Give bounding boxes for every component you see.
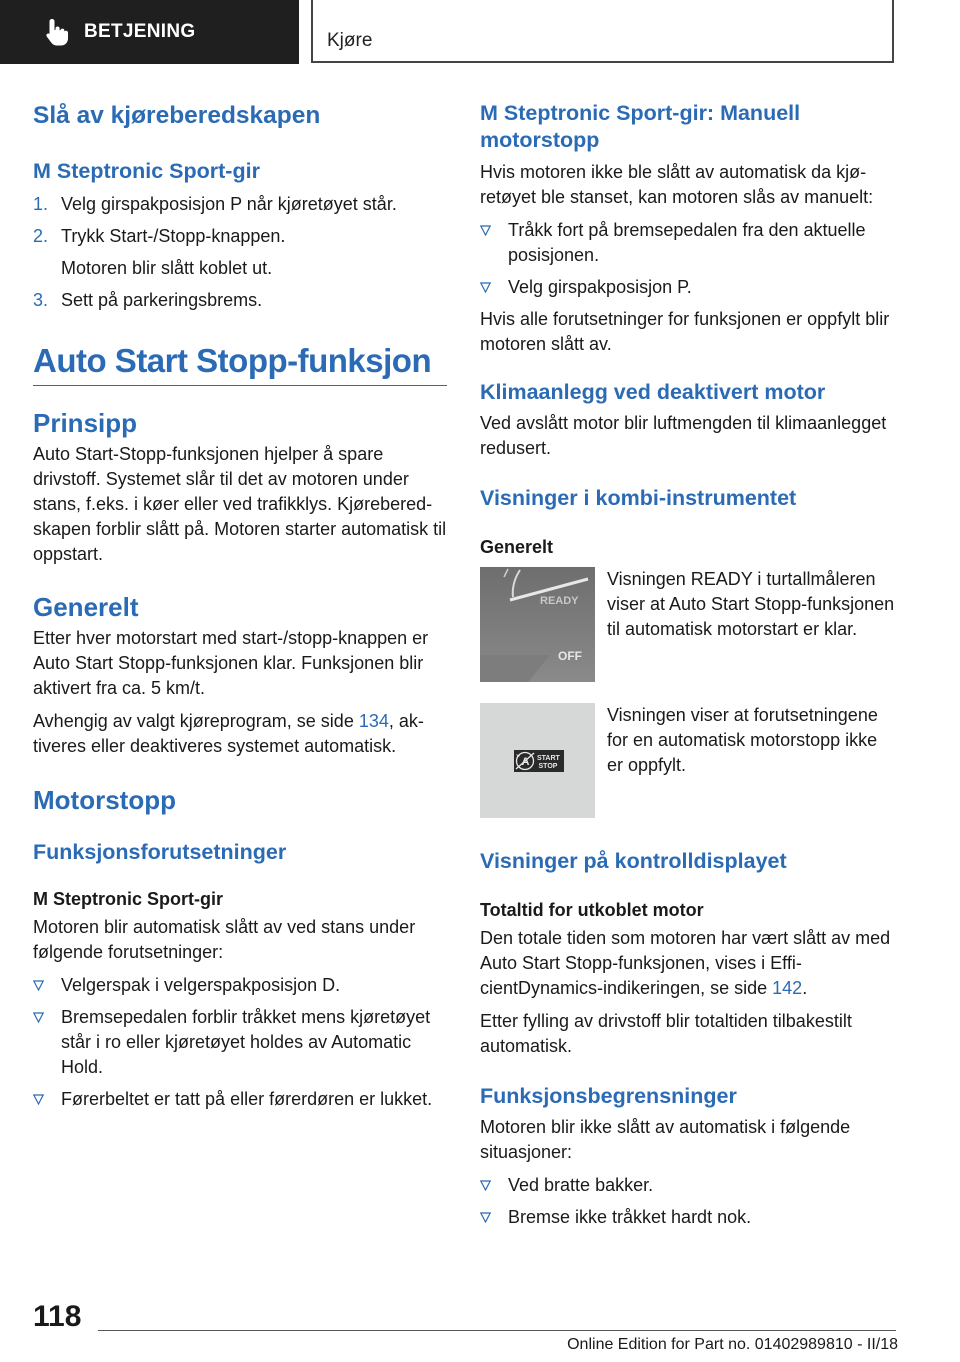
heading-slaa-av: Slå av kjøreberedskapen [33, 102, 321, 129]
list-item [33, 1005, 447, 1080]
ready-text: READY [540, 595, 579, 607]
heading-manuell-motorstopp: M Steptronic Sport-gir: Manuell motorstopp [480, 101, 801, 152]
step-text: Trykk Start-/Stopp-knappen. [61, 226, 286, 246]
triangle-bullet-icon [480, 282, 491, 293]
off-text: OFF [558, 649, 582, 663]
klima-text: Ved avslått motor blir luftmengden til klimaanlegget redusert. [480, 413, 887, 458]
start-stop-indicator-image [480, 703, 595, 818]
footer-rule [98, 1330, 896, 1331]
list-item [33, 224, 447, 281]
heading-generelt-kombi: Generelt [480, 537, 554, 557]
triangle-bullet-icon [480, 1212, 491, 1223]
title-rule [33, 385, 447, 386]
chapter-box [311, 0, 894, 63]
bullet-text: Førerbeltet er tatt på eller førerdøren er lukket. [61, 1089, 433, 1109]
forut-list [33, 973, 447, 1112]
begr-list [480, 1173, 898, 1230]
text-span: Den totale tiden som motoren har vært slått av med Auto Start Stopp-funksjonen, vises i EfficientDynamics-indikeringen, se side [480, 928, 891, 998]
pointing-hand-icon [40, 15, 74, 49]
heading-steptronic: M Steptronic Sport-gir [33, 159, 260, 183]
bullet-text: Bremsepedalen forblir tråkket mens kjøretøyet står i ro eller kjøretøyet holdes av Automatic Hold. [61, 1007, 431, 1077]
triangle-bullet-icon [33, 1012, 44, 1023]
left-column [33, 100, 447, 1119]
list-item [33, 1087, 447, 1112]
kontroll-text-1 [480, 926, 898, 1001]
list-item [33, 973, 447, 998]
a-letter: A [521, 756, 530, 768]
manuell-text: Hvis motoren ikke ble slått av automatisk da kjøretøyet ble stanset, kan motoren slås av manuelt: [480, 162, 874, 207]
bullet-text: Tråkk fort på bremsepedalen fra den aktuelle posisjonen. [508, 220, 866, 265]
heading-prinsipp: Prinsipp [33, 408, 138, 438]
footer-edition: Online Edition for Part no. 01402989810 - II/18 [567, 1336, 898, 1353]
text-span: . [802, 978, 808, 998]
manuell-after: Hvis alle forutsetninger for funksjonen er oppfylt blir motoren slått av. [480, 309, 890, 354]
step-text: Sett på parkeringsbrems. [61, 290, 263, 310]
heading-generelt: Generelt [33, 592, 139, 622]
heading-motorstopp: Motorstopp [33, 785, 176, 815]
step-number: 1. [33, 194, 49, 214]
section-tab [0, 0, 299, 64]
triangle-bullet-icon [33, 980, 44, 991]
step-text: Velg girspakposisjon P når kjøretøyet står. [61, 194, 397, 214]
step-number: 2. [33, 226, 49, 246]
ready-display-image [480, 567, 595, 682]
list-item [33, 288, 447, 313]
heading-kontrolldisplay: Visninger på kontrolldisplayet [480, 849, 787, 873]
heading-funksjonsforutsetninger: Funksjonsforutsetninger [33, 840, 287, 864]
manuell-list [480, 218, 898, 300]
triangle-bullet-icon [480, 1180, 491, 1191]
kombi-image-row-1 [480, 567, 898, 682]
bullet-text: Bremse ikke tråkket hardt nok. [508, 1207, 752, 1227]
page-link-134[interactable]: 134 [358, 711, 389, 731]
list-item [480, 1173, 898, 1198]
prinsipp-text: Auto Start-Stopp-funksjonen hjelper å spare drivstoff. Systemet slår til det av motoren under stans, f.eks. i køer eller ved trafikklys. Kjøreberedskapen forblir slått på. Motoren starter automatisk til oppstart. [33, 444, 447, 564]
begr-text: Motoren blir ikke slått av automatisk i følgende situasjoner: [480, 1117, 851, 1162]
main-title: Auto Start Stopp-funksjon [33, 342, 432, 379]
right-column [480, 100, 898, 1237]
chapter-label: Kjøre [327, 30, 373, 51]
generelt-text-2 [33, 709, 447, 759]
heading-klimaanlegg: Klimaanlegg ved deaktivert motor [480, 380, 826, 404]
page-number: 118 [33, 1300, 82, 1333]
list-item [480, 218, 898, 268]
heading-steptronic-bold: M Steptronic Sport-gir [33, 889, 223, 909]
text-span: Avhengig av valgt kjøreprogram, se side [33, 711, 359, 731]
section-label: BETJENING [84, 21, 196, 42]
kombi-image-row-2 [480, 703, 898, 818]
list-item [33, 192, 447, 217]
triangle-bullet-icon [33, 1094, 44, 1105]
list-item [480, 275, 898, 300]
steps-list [33, 192, 447, 313]
kombi-image-1-text: Visningen READY i turtallmåleren viser at Auto Start Stopp-funksjonen til automatisk motorstart er klar. [607, 569, 895, 639]
forut-intro: Motoren blir automatisk slått av ved stans under følgende forutsetninger: [33, 917, 416, 962]
bullet-text: Ved bratte bakker. [508, 1175, 654, 1195]
start-text: START [537, 755, 560, 762]
list-item [480, 1205, 898, 1230]
stop-text: STOP [538, 763, 558, 770]
generelt-text-1: Etter hver motorstart med start-/stopp-knappen er Auto Start Stopp-funksjonen klar. Funksjonen blir aktivert fra ca. 5 km/t. [33, 628, 429, 698]
triangle-bullet-icon [480, 225, 491, 236]
bullet-text: Velg girspakposisjon P. [508, 277, 692, 297]
step-number: 3. [33, 290, 49, 310]
page-link-142[interactable]: 142 [772, 978, 803, 998]
text-span: , aktiveres eller deaktiveres systemet automatisk. [33, 711, 424, 756]
kombi-image-2-text: Visningen viser at forutsetningene for en automatisk motorstopp ikke er oppfylt. [607, 705, 878, 775]
heading-funksjonsbegrensninger: Funksjonsbegrensninger [480, 1084, 737, 1108]
bullet-text: Velgerspak i velgerspakposisjon D. [61, 975, 341, 995]
step-subtext: Motoren blir slått koblet ut. [61, 258, 273, 278]
heading-kombi: Visninger i kombi-instrumentet [480, 486, 797, 510]
page-header [0, 0, 960, 66]
heading-totaltid: Totaltid for utkoblet motor [480, 900, 704, 920]
kontroll-text-2: Etter fylling av drivstoff blir totaltiden tilbakestilt automatisk. [480, 1011, 852, 1056]
